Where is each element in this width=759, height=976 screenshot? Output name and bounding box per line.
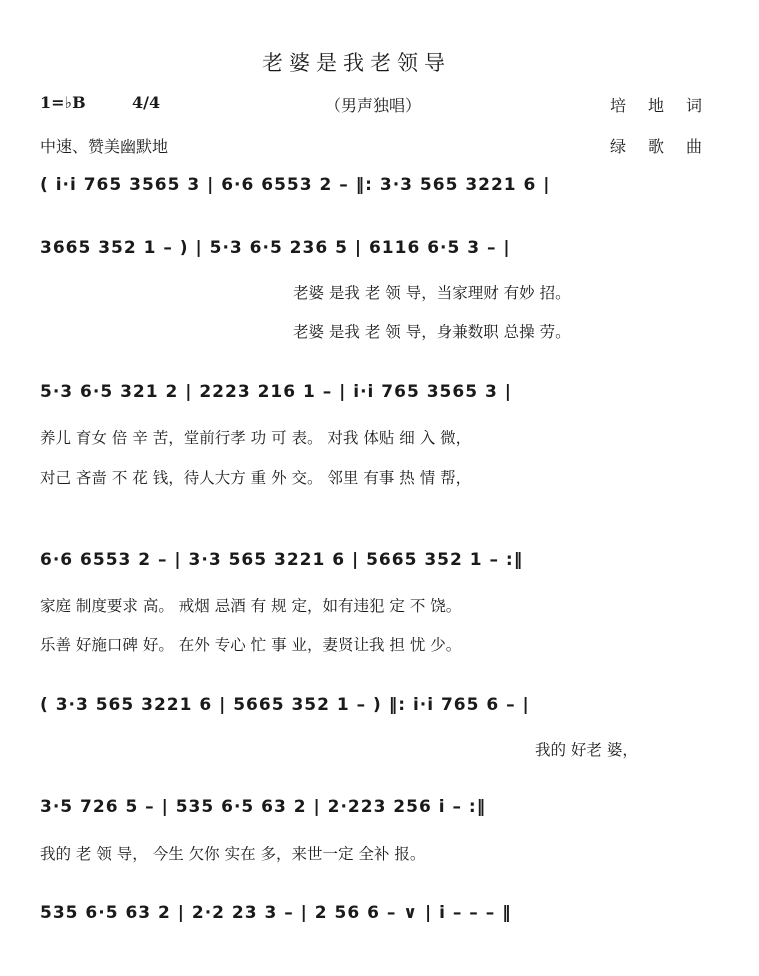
staff-4-lyric-2: 乐善 好施口碑 好。 在外 专心 忙 事 业，妻贤让我 担 忧 少。	[40, 636, 462, 654]
staff-5-lyric-1: 我的 好老 婆，	[535, 741, 638, 759]
staff-5: ( 3·3 565 3221 6 | 5665 352 1 – ) ‖: i·i 765 6 – |	[40, 695, 530, 715]
staff-6-lyric-1: 我的 老 领 导， 今生 欠你 实在 多，来世一定 全补 报。	[40, 845, 426, 863]
staff-3: 5·3 6·5 321 2 | 2223 216 1 – | i·i 765 3565 3 |	[40, 382, 512, 402]
staff-4-lyric-1: 家庭 制度要求 高。 戒烟 忌酒 有 规 定，如有违犯 定 不 饶。	[40, 597, 462, 615]
lyricist-credit: 培地词	[610, 96, 725, 115]
staff-2: 3665 352 1 – ) | 5·3 6·5 236 5 | 6116 6·5 3 – |	[40, 238, 511, 258]
staff-1: ( i·i 765 3565 3 | 6·6 6553 2 – ‖: 3·3 565 3221 6 |	[40, 175, 551, 195]
staff-7: 535 6·5 63 2 | 2·2 23 3 – | 2 56 6 – ∨ | i – – – ‖	[40, 903, 512, 923]
performance-note: （男声独唱）	[325, 96, 422, 115]
composer-credit: 绿歌曲	[610, 137, 725, 156]
staff-3-lyric-2: 对己 吝啬 不 花 钱，待人大方 重 外 交。 邻里 有事 热 情 帮，	[40, 469, 472, 487]
tempo-marking: 中速、赞美幽默地	[40, 137, 169, 156]
staff-3-lyric-1: 养儿 育女 倍 辛 苦，堂前行孝 功 可 表。 对我 体贴 细 入 微，	[40, 429, 472, 447]
staff-6: 3·5 726 5 – | 535 6·5 63 2 | 2·223 256 i – :‖	[40, 797, 487, 817]
staff-2-lyric-1: 老婆 是我 老 领 导，当家理财 有妙 招。	[293, 284, 571, 302]
key-signature: 1=♭B	[40, 93, 86, 112]
time-signature: 4/4	[132, 93, 161, 112]
staff-4: 6·6 6553 2 – | 3·3 565 3221 6 | 5665 352 1 – :‖	[40, 550, 524, 570]
staff-2-lyric-2: 老婆 是我 老 领 导，身兼数职 总操 劳。	[293, 323, 571, 341]
song-title: 老婆是我老领导	[262, 51, 451, 75]
